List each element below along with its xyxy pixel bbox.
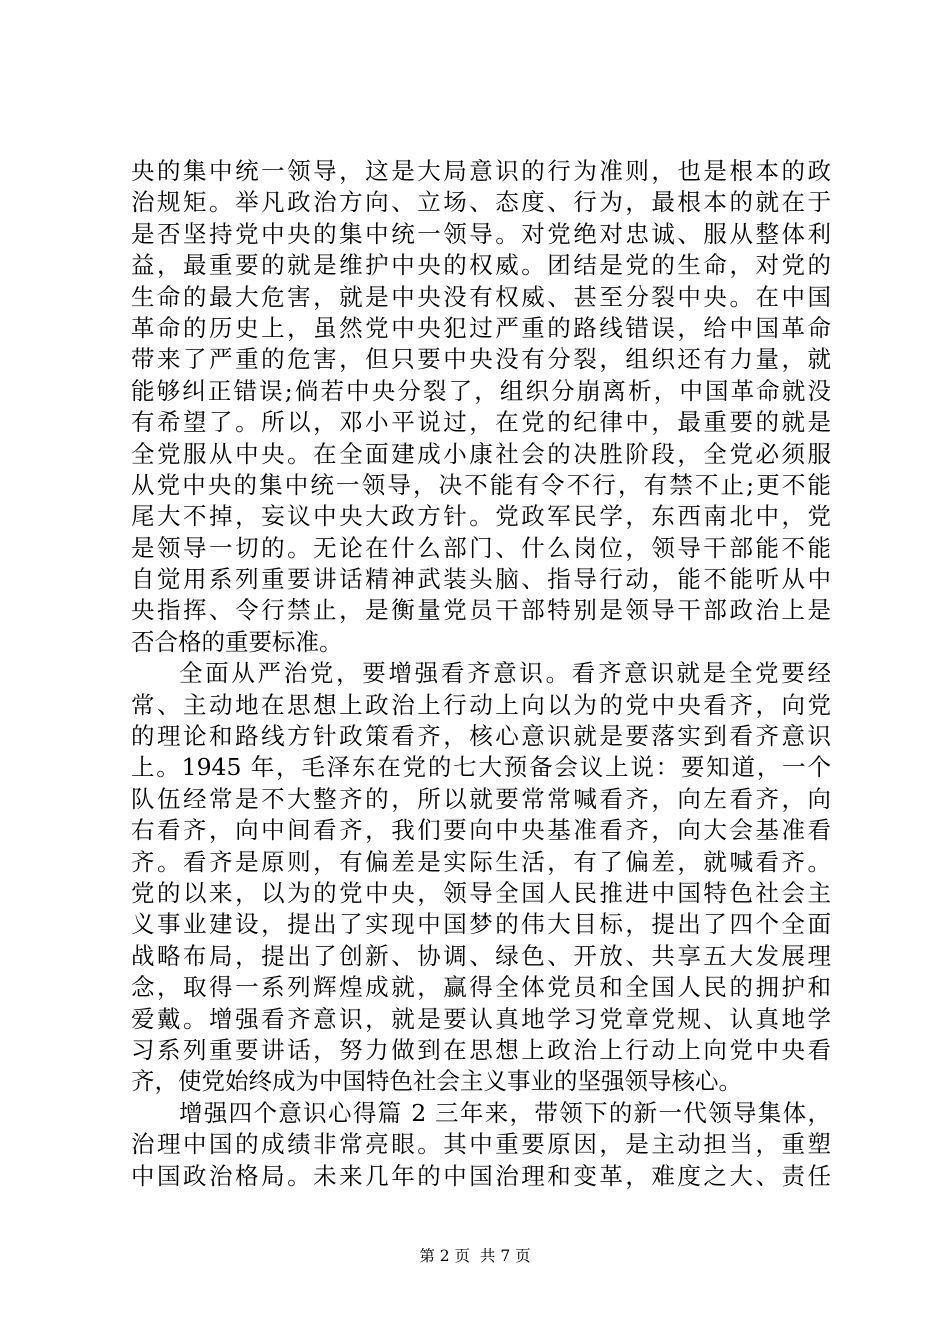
text-line: 治理中国的成绩非常亮眼。其中重要原因，是主动担当，重塑 xyxy=(131,1130,831,1159)
text-line: 党的以来，以为的党中央，领导全国人民推进中国特色社会主 xyxy=(131,878,831,907)
text-line: 是否坚持党中央的集中统一领导。对党绝对忠诚、服从整体利 xyxy=(131,219,831,248)
text-line: 是领导一切的。无论在什么部门、什么岗位，领导干部能不能 xyxy=(131,533,831,562)
text-line: 中国政治格局。未来几年的中国治理和变革，难度之大、责任 xyxy=(131,1161,831,1190)
paragraph xyxy=(131,1098,831,1192)
text-line: 习系列重要讲话，努力做到在思想上政治上行动上向党中央看 xyxy=(131,1035,831,1064)
text-line: 齐，使党始终成为中国特色社会主义事业的坚强领导核心。 xyxy=(131,1067,742,1096)
text-line: 全面从严治党，要增强看齐意识。看齐意识就是全党要经 xyxy=(179,659,831,688)
text-line: 齐。看齐是原则，有偏差是实际生活，有了偏差，就喊看齐。 xyxy=(131,847,831,876)
paragraph xyxy=(131,658,831,1097)
text-line: 央的集中统一领导，这是大局意识的行为准则，也是根本的政 xyxy=(131,157,831,185)
text-line: 义事业建设，提出了实现中国梦的伟大目标，提出了四个全面 xyxy=(131,910,831,939)
page-footer: 第 2 页 共 7 页 xyxy=(419,1247,531,1265)
text-line: 自觉用系列重要讲话精神武装头脑、指导行动，能不能听从中 xyxy=(131,565,831,594)
text-line: 爱戴。增强看齐意识，就是要认真地学习党章党规、认真地学 xyxy=(131,1004,831,1033)
text-line: 有希望了。所以，邓小平说过，在党的纪律中，最重要的就是 xyxy=(131,408,831,437)
text-line: 战略布局，提出了创新、协调、绿色、开放、共享五大发展理 xyxy=(131,941,831,970)
text-line: 尾大不掉，妄议中央大政方针。党政军民学，东西南北中，党 xyxy=(131,502,831,531)
text-line: 常、主动地在思想上政治上行动上向以为的党中央看齐，向党 xyxy=(131,690,831,719)
paragraph xyxy=(131,156,831,658)
text-line: 右看齐，向中间看齐，我们要向中央基准看齐，向大会基准看 xyxy=(131,816,831,845)
text-line: 益，最重要的就是维护中央的权威。团结是党的生命，对党的 xyxy=(131,251,831,280)
text-line: 队伍经常是不大整齐的，所以就要常常喊看齐，向左看齐，向 xyxy=(131,784,831,813)
text-line: 带来了严重的危害，但只要中央没有分裂，组织还有力量，就 xyxy=(131,345,831,374)
text-line: 全党服从中央。在全面建成小康社会的决胜阶段，全党必须服 xyxy=(131,439,831,468)
text-line: 治规矩。举凡政治方向、立场、态度、行为，最根本的就在于 xyxy=(131,188,831,217)
text-line: 生命的最大危害，就是中央没有权威、甚至分裂中央。在中国 xyxy=(131,282,831,311)
text-line: 央指挥、令行禁止，是衡量党员干部特别是领导干部政治上是 xyxy=(131,596,831,625)
text-line: 增强四个意识心得篇 2 三年来，带领下的新一代领导集体， xyxy=(179,1098,831,1127)
text-line: 念，取得一系列辉煌成就，赢得全体党员和全国人民的拥护和 xyxy=(131,973,831,1002)
text-line: 从党中央的集中统一领导，决不能有令不行，有禁不止;更不能 xyxy=(131,470,831,499)
text-line: 革命的历史上，虽然党中央犯过严重的路线错误，给中国革命 xyxy=(131,313,831,342)
document-body xyxy=(131,156,831,1192)
text-line: 否合格的重要标准。 xyxy=(131,627,343,656)
text-line: 的理论和路线方针政策看齐，核心意识就是要落实到看齐意识 xyxy=(131,722,831,751)
text-line: 上。1945 年，毛泽东在党的七大预备会议上说：要知道，一个 xyxy=(131,753,831,782)
text-line: 能够纠正错误;倘若中央分裂了，组织分崩离析，中国革命就没 xyxy=(131,376,831,405)
